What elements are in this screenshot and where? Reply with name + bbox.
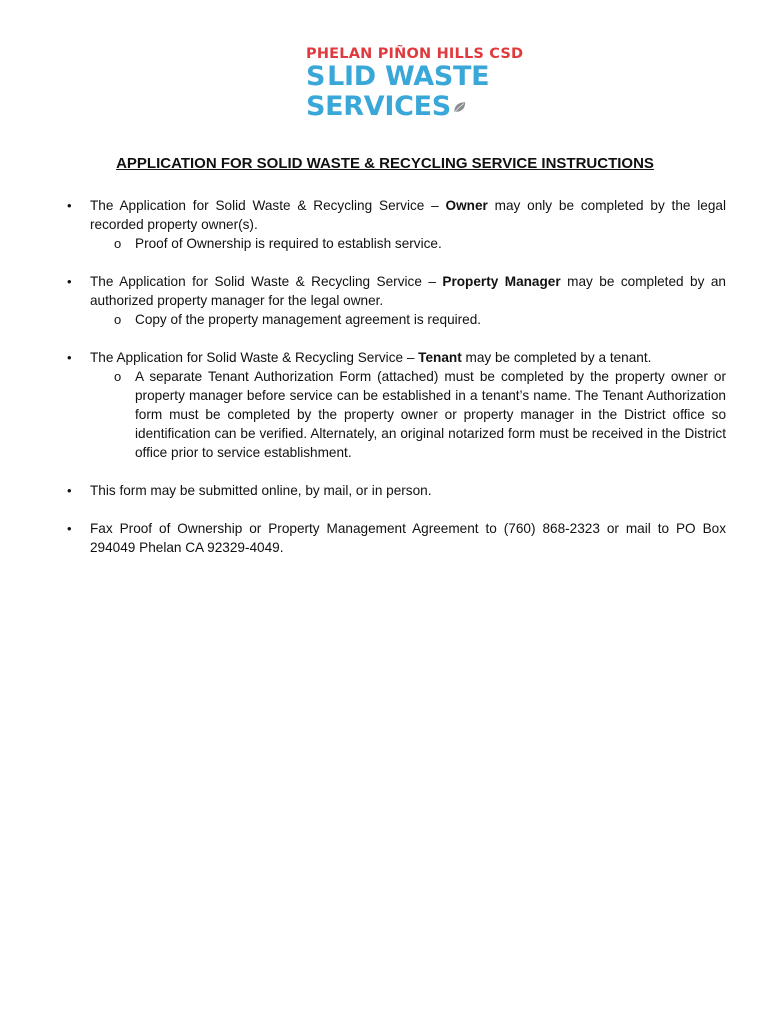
item-text: Fax Proof of Ownership or Property Management Agreement to (760) 868-2323 or mail to PO Box 294049 Phelan CA 92329-4049. (90, 521, 726, 555)
sub-item-text: Copy of the property management agreement is required. (135, 312, 482, 327)
logo-text-lid-waste: LID WASTE (327, 61, 490, 92)
logo-text-services: SERVICES (306, 91, 451, 122)
sub-bullet: o (114, 312, 122, 327)
list-item-property-manager (66, 272, 726, 329)
page-title: APPLICATION FOR SOLID WASTE & RECYCLING SERVICE INSTRUCTIONS (116, 155, 654, 172)
sub-bullet: o (114, 369, 122, 384)
item-text: This form may be submitted online, by mail, or in person. (90, 483, 432, 498)
item-text: The Application for Solid Waste & Recycling Service – (90, 198, 446, 213)
sub-item (90, 234, 726, 253)
leaf-icon (453, 94, 466, 120)
bullet: • (67, 521, 72, 536)
logo-line-solid-waste (306, 61, 490, 92)
sub-item (90, 310, 726, 329)
item-text: may be completed by a tenant. (461, 350, 652, 365)
logo-org-name: PHELAN PIÑON HILLS CSD (306, 46, 524, 62)
list-item-fax-mail (66, 519, 726, 557)
sub-item (90, 367, 726, 462)
item-bold: Property Manager (442, 274, 561, 289)
list-item-tenant (66, 348, 726, 462)
list-item-submission (66, 481, 726, 500)
bullet: • (67, 198, 72, 213)
list-item-owner (66, 196, 726, 253)
sub-item-text: A separate Tenant Authorization Form (attached) must be completed by the property owner or property manager before service can be established in a tenant’s name. The Tenant Authorization form must be completed by the property owner or property manager in the District office so identification can be verified. Alternately, an original notarized form must be received in the District office prior to service establishment. (135, 369, 726, 460)
district-logo (306, 46, 524, 128)
sub-item-text: Proof of Ownership is required to establish service. (135, 236, 442, 251)
item-bold: Owner (445, 198, 488, 213)
bullet: • (67, 483, 72, 498)
item-text: The Application for Solid Waste & Recycling Service – (90, 350, 419, 365)
item-text: The Application for Solid Waste & Recycling Service – (90, 274, 443, 289)
bullet: • (67, 274, 72, 289)
item-text: may only be completed by the legal recorded property owner(s). (90, 198, 726, 232)
item-bold: Tenant (418, 350, 462, 365)
sub-bullet: o (114, 236, 122, 251)
bullet: • (67, 350, 72, 365)
instructions-list (66, 196, 726, 576)
item-text: may be completed by an authorized property manager for the legal owner. (90, 274, 726, 308)
logo-line-services (306, 92, 466, 122)
logo-letter-s: S (306, 61, 326, 92)
